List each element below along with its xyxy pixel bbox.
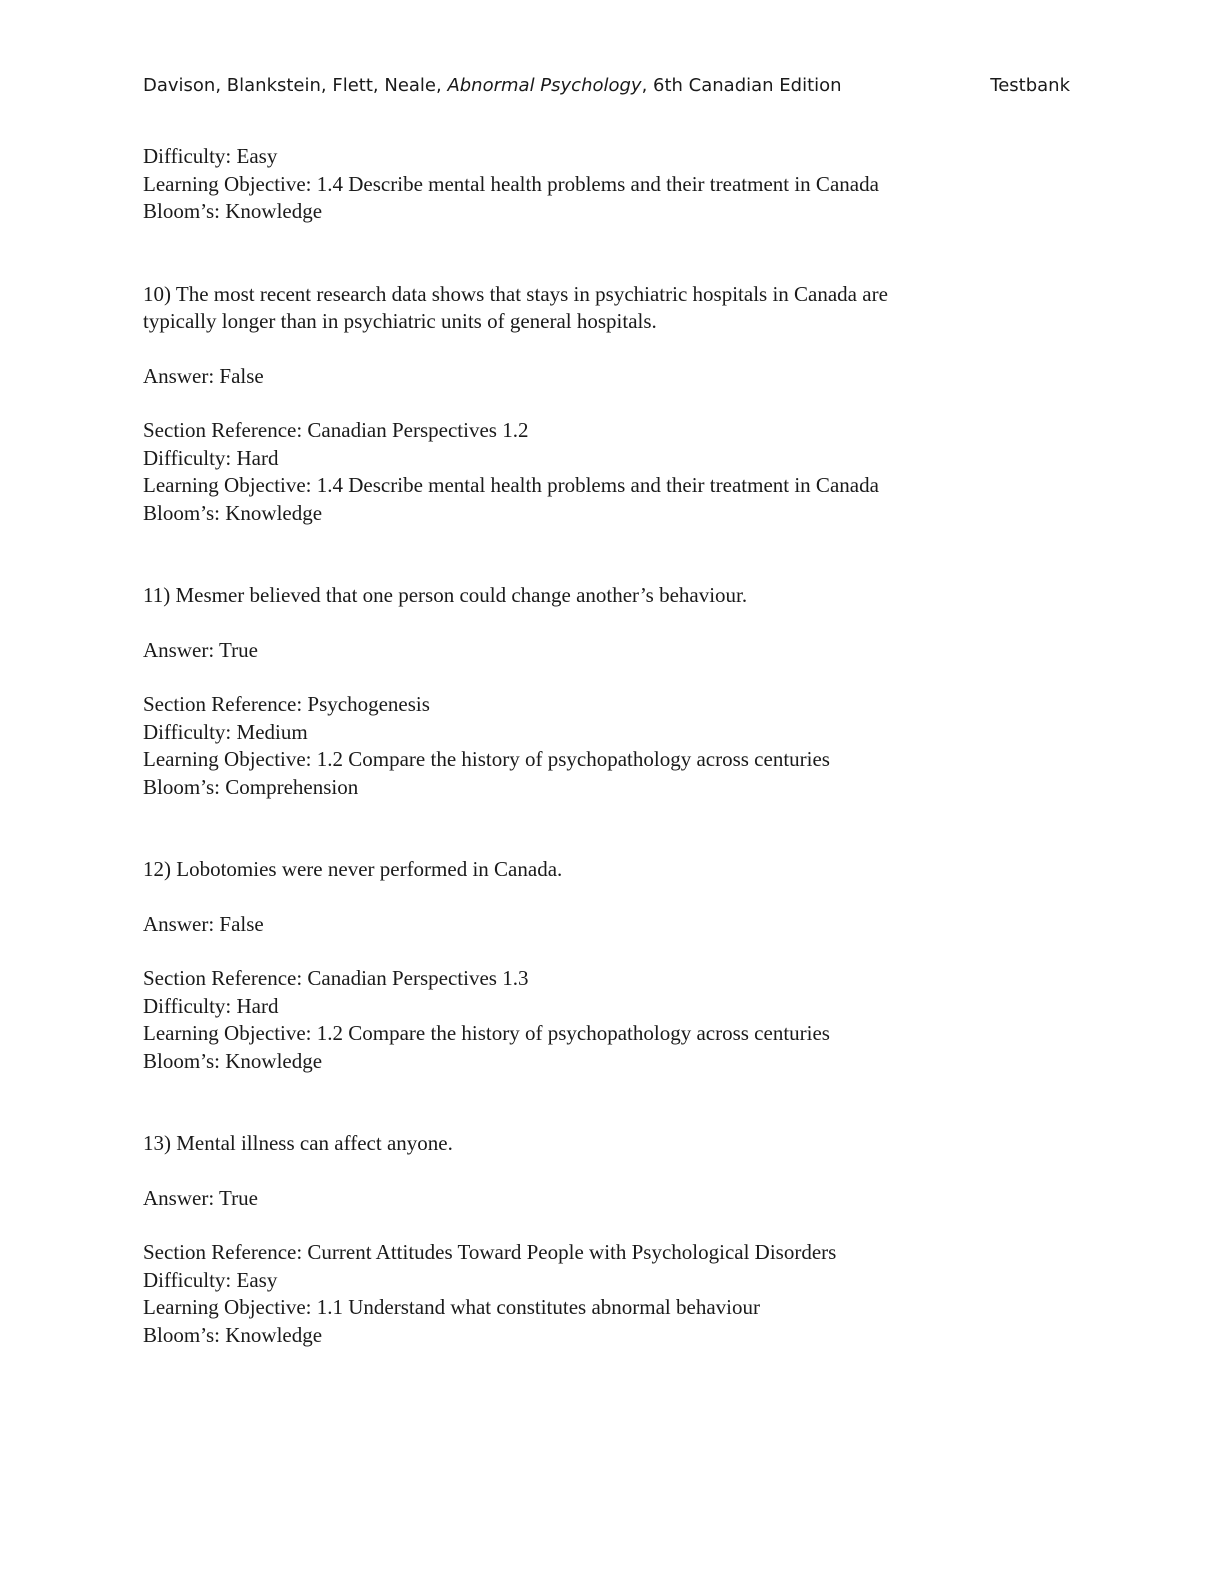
question-11	[143, 582, 1083, 801]
previous-question-meta	[143, 143, 1083, 226]
section-reference-line: Section Reference: Current Attitudes Toward People with Psychological Disorders	[143, 1240, 837, 1264]
learning-objective-line: Learning Objective: 1.4 Describe mental health problems and their treatment in Canada	[143, 171, 879, 196]
blooms-line: Bloom’s: Knowledge	[143, 1048, 323, 1073]
question-text: 13) Mental illness can affect anyone.	[143, 1131, 453, 1155]
question-13	[143, 1130, 1083, 1349]
blooms-line: Bloom’s: Comprehension	[143, 774, 359, 799]
difficulty-line: Difficulty: Easy	[143, 144, 278, 168]
learning-objective-line: Learning Objective: 1.1 Understand what constitutes abnormal behaviour	[143, 1295, 760, 1319]
answer-line: Answer: True	[143, 637, 258, 662]
answer-line: Answer: False	[143, 911, 264, 936]
difficulty-line: Difficulty: Medium	[143, 719, 308, 744]
answer-line: Answer: True	[143, 1185, 258, 1210]
question-text: 11) Mesmer believed that one person could change another’s behaviour.	[143, 583, 748, 607]
question-text: 12) Lobotomies were never performed in Canada.	[143, 857, 563, 881]
difficulty-line: Difficulty: Hard	[143, 993, 279, 1018]
question-12	[143, 856, 1083, 1075]
answer-line: Answer: False	[143, 363, 264, 388]
learning-objective-line: Learning Objective: 1.4 Describe mental health problems and their treatment in Canada	[143, 473, 879, 497]
question-text-continued: typically longer than in psychiatric units of general hospitals.	[143, 309, 657, 333]
question-text: 10) The most recent research data shows that stays in psychiatric hospitals in Canada are	[143, 281, 888, 306]
header-authors: Davison, Blankstein, Flett, Neale,	[143, 75, 448, 96]
page-header	[143, 72, 1070, 100]
section-reference-line: Section Reference: Psychogenesis	[143, 692, 430, 716]
section-reference-line: Section Reference: Canadian Perspectives 1.3	[143, 966, 529, 990]
difficulty-line: Difficulty: Easy	[143, 1267, 278, 1292]
learning-objective-line: Learning Objective: 1.2 Compare the history of psychopathology across centuries	[143, 747, 830, 771]
header-citation	[143, 72, 842, 100]
document-body	[143, 143, 1083, 1349]
header-book-title: Abnormal Psychology	[447, 75, 642, 96]
difficulty-line: Difficulty: Hard	[143, 445, 279, 470]
header-testbank-label: Testbank	[990, 75, 1070, 96]
blooms-line: Bloom’s: Knowledge	[143, 500, 323, 525]
blooms-line: Bloom’s: Knowledge	[143, 199, 323, 223]
blooms-line: Bloom’s: Knowledge	[143, 1322, 323, 1347]
question-10	[143, 281, 1083, 528]
learning-objective-line: Learning Objective: 1.2 Compare the history of psychopathology across centuries	[143, 1021, 830, 1045]
section-reference-line: Section Reference: Canadian Perspectives 1.2	[143, 418, 529, 442]
header-edition: , 6th Canadian Edition	[641, 75, 842, 96]
